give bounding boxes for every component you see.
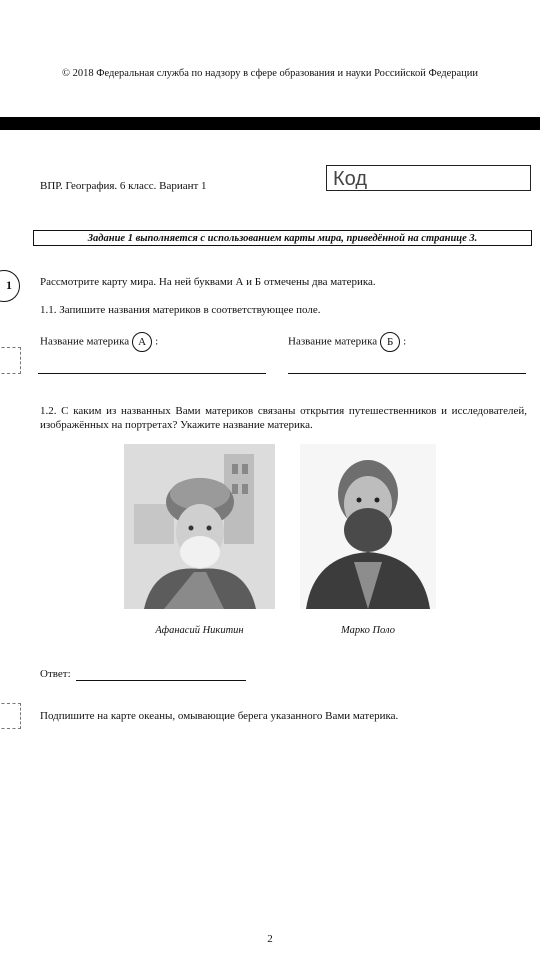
portrait-afanasy-nikitin: [124, 444, 275, 609]
header-divider-bar: [0, 117, 540, 130]
question-1-3: Подпишите на карте океаны, омывающие берега указанного Вами материка.: [40, 710, 399, 722]
portrait-caption-1: Афанасий Никитин: [155, 625, 244, 636]
field-a-label: Название материка: [40, 335, 130, 348]
portrait-illustration-2: [300, 444, 436, 609]
field-a-colon: :: [155, 335, 159, 348]
score-box-2: [0, 703, 21, 729]
answer-line-b[interactable]: [288, 373, 526, 374]
question-1-1: 1.1. Запишите названия материков в соответствующее поле.: [40, 304, 321, 316]
answer-label: Ответ:: [40, 668, 71, 680]
portrait-caption-2: Марко Поло: [340, 625, 395, 636]
letter-a-circle: А: [132, 332, 152, 352]
page-number: 2: [267, 933, 273, 945]
question-1-2: 1.2. С каким из названных Вами материков связаны открытия путешественников и исследователей, изображённых на портретах? Укажите название материка.: [40, 405, 527, 431]
field-b-colon: :: [403, 335, 407, 348]
answer-line-a[interactable]: [38, 373, 266, 374]
field-b-label-row: [288, 332, 406, 352]
page-title: ВПР. География. 6 класс. Вариант 1: [40, 180, 207, 192]
portrait-marco-polo: [300, 444, 436, 609]
portrait-illustration-1: [124, 444, 275, 609]
field-a-label-row: [40, 332, 158, 352]
task-intro: Рассмотрите карту мира. На ней буквами А и Б отмечены два материка.: [40, 276, 376, 288]
field-b-label: Название материка: [288, 335, 378, 348]
letter-b-circle: Б: [380, 332, 400, 352]
task-number-badge: 1: [0, 270, 20, 302]
code-field[interactable]: Код: [326, 165, 531, 191]
task-banner: Задание 1 выполняется с использованием карты мира, приведённой на странице 3.: [33, 230, 532, 246]
score-box-1: [0, 347, 21, 374]
copyright-line: © 2018 Федеральная служба по надзору в сфере образования и науки Российской Федерации: [61, 68, 479, 79]
answer-line-1-2[interactable]: [76, 680, 246, 681]
